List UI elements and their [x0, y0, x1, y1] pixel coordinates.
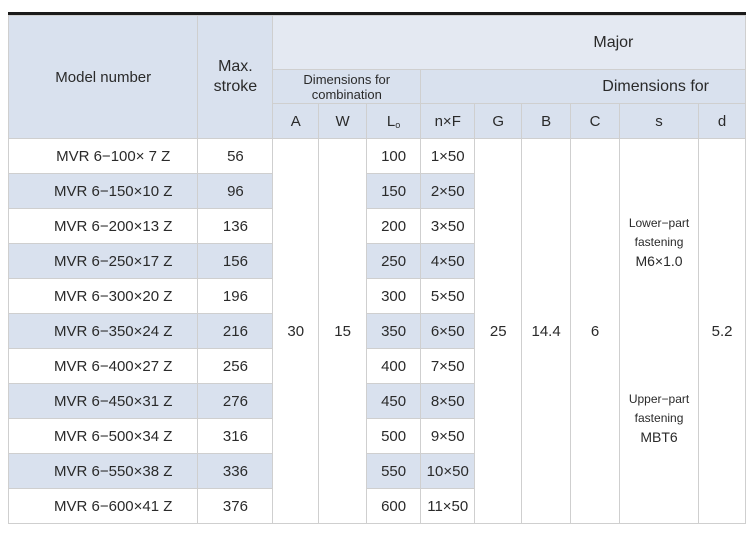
model-cell: MVR 6−550×38 Z	[9, 454, 198, 489]
nf-cell: 9×50	[421, 419, 475, 454]
stroke-cell: 156	[198, 244, 273, 279]
nf-cell: 7×50	[421, 349, 475, 384]
nf-cell: 11×50	[421, 489, 475, 524]
col-header-b: B	[522, 104, 571, 139]
header-row-1	[9, 16, 746, 70]
header-max-stroke: Max. stroke	[198, 16, 273, 139]
model-cell: MVR 6−450×31 Z	[9, 384, 198, 419]
lo-cell: 350	[367, 314, 421, 349]
a-value: 30	[273, 139, 319, 524]
stroke-cell: 316	[198, 419, 273, 454]
model-cell: MVR 6−150×10 Z	[9, 174, 198, 209]
model-cell: MVR 6−350×24 Z	[9, 314, 198, 349]
model-cell: MVR 6−250×17 Z	[9, 244, 198, 279]
model-cell: MVR 6−400×27 Z	[9, 349, 198, 384]
stroke-cell: 96	[198, 174, 273, 209]
stroke-cell: 336	[198, 454, 273, 489]
nf-cell: 3×50	[421, 209, 475, 244]
col-header-d: d	[699, 104, 746, 139]
lo-cell: 200	[367, 209, 421, 244]
lo-cell: 150	[367, 174, 421, 209]
lo-cell: 300	[367, 279, 421, 314]
nf-cell: 1×50	[421, 139, 475, 174]
col-header-lo: $L_o$	[367, 104, 421, 139]
lo-cell: 600	[367, 489, 421, 524]
header-dimensions-for-combination: Dimensions for combination	[273, 70, 421, 104]
header-major: Major	[273, 16, 746, 70]
stroke-cell: 376	[198, 489, 273, 524]
c-value: 6	[571, 139, 620, 524]
b-value: 14.4	[522, 139, 571, 524]
spec-table	[8, 15, 746, 524]
model-cell: MVR 6−200×13 Z	[9, 209, 198, 244]
nf-cell: 10×50	[421, 454, 475, 489]
stroke-cell: 196	[198, 279, 273, 314]
nf-cell: 8×50	[421, 384, 475, 419]
nf-cell: 6×50	[421, 314, 475, 349]
stroke-cell: 136	[198, 209, 273, 244]
stroke-cell: 56	[198, 139, 273, 174]
header-dimensions-for: Dimensions for	[421, 70, 746, 104]
nf-cell: 2×50	[421, 174, 475, 209]
d-value: 5.2	[699, 139, 746, 524]
s-lower-fastening: Lower−part fastening M6×1.0	[628, 216, 690, 269]
col-header-g: G	[475, 104, 522, 139]
model-cell: MVR 6−500×34 Z	[9, 419, 198, 454]
header-model-number: Model number	[9, 16, 198, 139]
lo-cell: 250	[367, 244, 421, 279]
stroke-cell: 256	[198, 349, 273, 384]
lo-cell: 500	[367, 419, 421, 454]
s-value	[619, 139, 698, 524]
w-value: 15	[319, 139, 367, 524]
lo-cell: 450	[367, 384, 421, 419]
model-cell: MVR 6−600×41 Z	[9, 489, 198, 524]
col-header-nf: n×F	[421, 104, 475, 139]
table-row	[9, 139, 746, 174]
nf-cell: 5×50	[421, 279, 475, 314]
lo-cell: 100	[367, 139, 421, 174]
lo-cell: 550	[367, 454, 421, 489]
stroke-cell: 216	[198, 314, 273, 349]
lo-cell: 400	[367, 349, 421, 384]
col-header-w: W	[319, 104, 367, 139]
s-upper-fastening: Upper−part fastening MBT6	[628, 392, 690, 445]
col-header-s: s	[619, 104, 698, 139]
model-cell: MVR 6−300×20 Z	[9, 279, 198, 314]
nf-cell: 4×50	[421, 244, 475, 279]
col-header-a: A	[273, 104, 319, 139]
col-header-c: C	[571, 104, 620, 139]
stroke-cell: 276	[198, 384, 273, 419]
model-cell: MVR 6−100× 7 Z	[9, 139, 198, 174]
g-value: 25	[475, 139, 522, 524]
